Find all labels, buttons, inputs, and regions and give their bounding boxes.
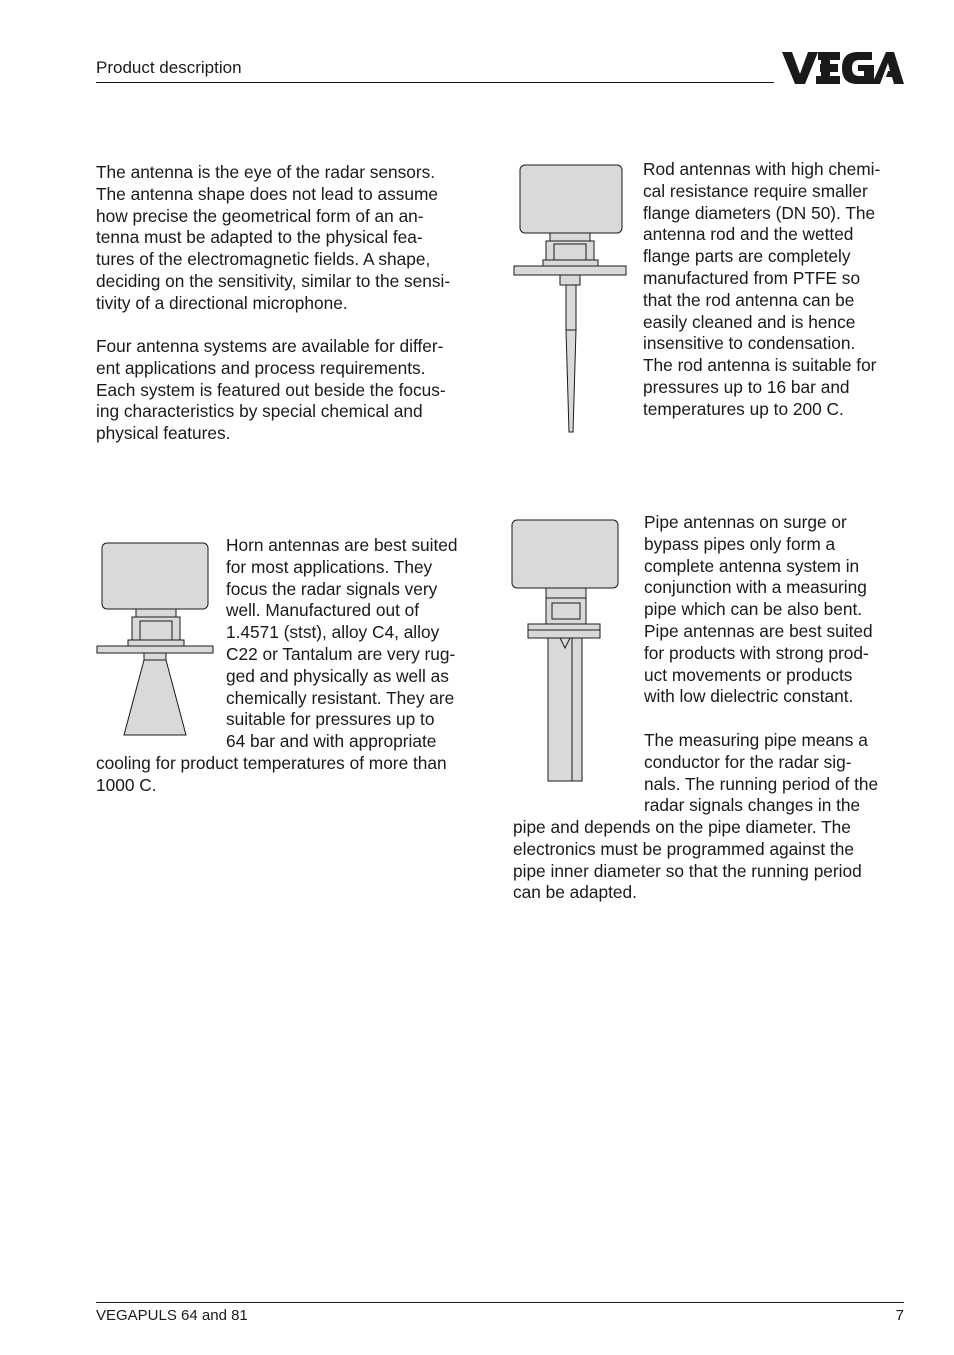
text-line: insensitive to condensation. xyxy=(643,333,856,354)
text-line: pipe inner diameter so that the running period xyxy=(513,860,862,881)
text-line: ent applications and process requirements. xyxy=(96,357,426,378)
text-line: pipe which can be also bent. xyxy=(644,599,863,620)
text-line: Four antenna systems are available for differ- xyxy=(96,336,444,356)
text-line: pipe and depends on the pipe diameter. The xyxy=(513,817,851,837)
pipe-antenna-text-2-wrap xyxy=(644,730,878,817)
footer-product-name: VEGAPULS 64 and 81 xyxy=(96,1307,248,1324)
text-line: conjunction with a measuring xyxy=(644,577,867,598)
text-line: pressures up to 16 bar and xyxy=(643,376,850,397)
text-line: for most applications. They xyxy=(226,556,433,577)
horn-antenna-text-full xyxy=(96,753,447,797)
text-line: manufactured from PTFE so xyxy=(643,267,861,288)
text-line: that the rod antenna can be xyxy=(643,289,855,310)
text-line: for products with strong prod- xyxy=(644,642,869,663)
text-line: The measuring pipe means a xyxy=(644,730,868,750)
text-line: tivity of a directional microphone. xyxy=(96,292,348,313)
header-rule xyxy=(96,82,774,83)
text-line: ged and physically as well as xyxy=(226,665,449,686)
text-line: 1000 C. xyxy=(96,774,157,795)
text-line: can be adapted. xyxy=(513,882,637,903)
text-line: 64 bar and with appropriate xyxy=(226,731,437,752)
section-title: Product description xyxy=(96,58,242,77)
text-line: how precise the geometrical form of an an- xyxy=(96,205,424,226)
text-line: conductor for the radar sig- xyxy=(644,751,852,772)
rod-antenna-text xyxy=(643,159,880,421)
horn-antenna-text-wrap xyxy=(226,535,458,753)
pipe-antenna-text-1 xyxy=(644,512,873,708)
rod-antenna-figure xyxy=(510,160,630,436)
pipe-antenna-text-2-full xyxy=(513,817,862,904)
page-number: 7 xyxy=(895,1307,904,1324)
text-line: temperatures up to 200 C. xyxy=(643,398,844,419)
text-line: deciding on the sensitivity, similar to the sensi- xyxy=(96,270,451,291)
text-line: bypass pipes only form a xyxy=(644,533,836,554)
text-line: suitable for pressures up to xyxy=(226,709,435,730)
text-line: Rod antennas with high chemi- xyxy=(643,159,881,179)
vega-logo xyxy=(782,50,904,86)
text-line: uct movements or products xyxy=(644,664,853,685)
text-line: tenna must be adapted to the physical fea- xyxy=(96,227,423,248)
text-line: C22 or Tantalum are very rug- xyxy=(226,643,456,664)
text-line: nals. The running period of the xyxy=(644,773,879,794)
pipe-antenna-figure xyxy=(508,514,626,788)
text-line: chemically resistant. They are xyxy=(226,687,455,708)
text-line: Pipe antennas are best suited xyxy=(644,620,873,641)
text-line: physical features. xyxy=(96,423,231,444)
text-line: with low dielectric constant. xyxy=(644,686,854,707)
text-line: cooling for product temperatures of more than xyxy=(96,753,447,773)
text-line: flange parts are completely xyxy=(643,246,851,267)
text-line: ing characteristics by special chemical and xyxy=(96,401,423,422)
text-line: The antenna shape does not lead to assume xyxy=(96,183,439,204)
text-line: focus the radar signals very xyxy=(226,578,438,599)
text-line: The antenna is the eye of the radar sensors. xyxy=(96,162,436,182)
horn-antenna-figure xyxy=(94,538,218,740)
intro-paragraph-1 xyxy=(96,162,450,315)
text-line: antenna rod and the wetted xyxy=(643,224,854,245)
text-line: flange diameters (DN 50). The xyxy=(643,202,876,223)
text-line: Each system is featured out beside the focus- xyxy=(96,379,446,400)
text-line: well. Manufactured out of xyxy=(226,600,420,621)
text-line: cal resistance require smaller xyxy=(643,180,868,201)
text-line: 1.4571 (stst), alloy C4, alloy xyxy=(226,622,440,643)
text-line: tures of the electromagnetic fields. A shape, xyxy=(96,249,431,270)
text-line: Pipe antennas on surge or xyxy=(644,512,847,532)
text-line: easily cleaned and is hence xyxy=(643,311,856,332)
text-line: Horn antennas are best suited xyxy=(226,535,458,555)
intro-paragraph-2 xyxy=(96,336,446,445)
text-line: radar signals changes in the xyxy=(644,795,861,816)
text-line: The rod antenna is suitable for xyxy=(643,355,877,376)
footer-rule xyxy=(96,1302,904,1303)
text-line: complete antenna system in xyxy=(644,555,860,576)
text-line: electronics must be programmed against the xyxy=(513,838,854,859)
